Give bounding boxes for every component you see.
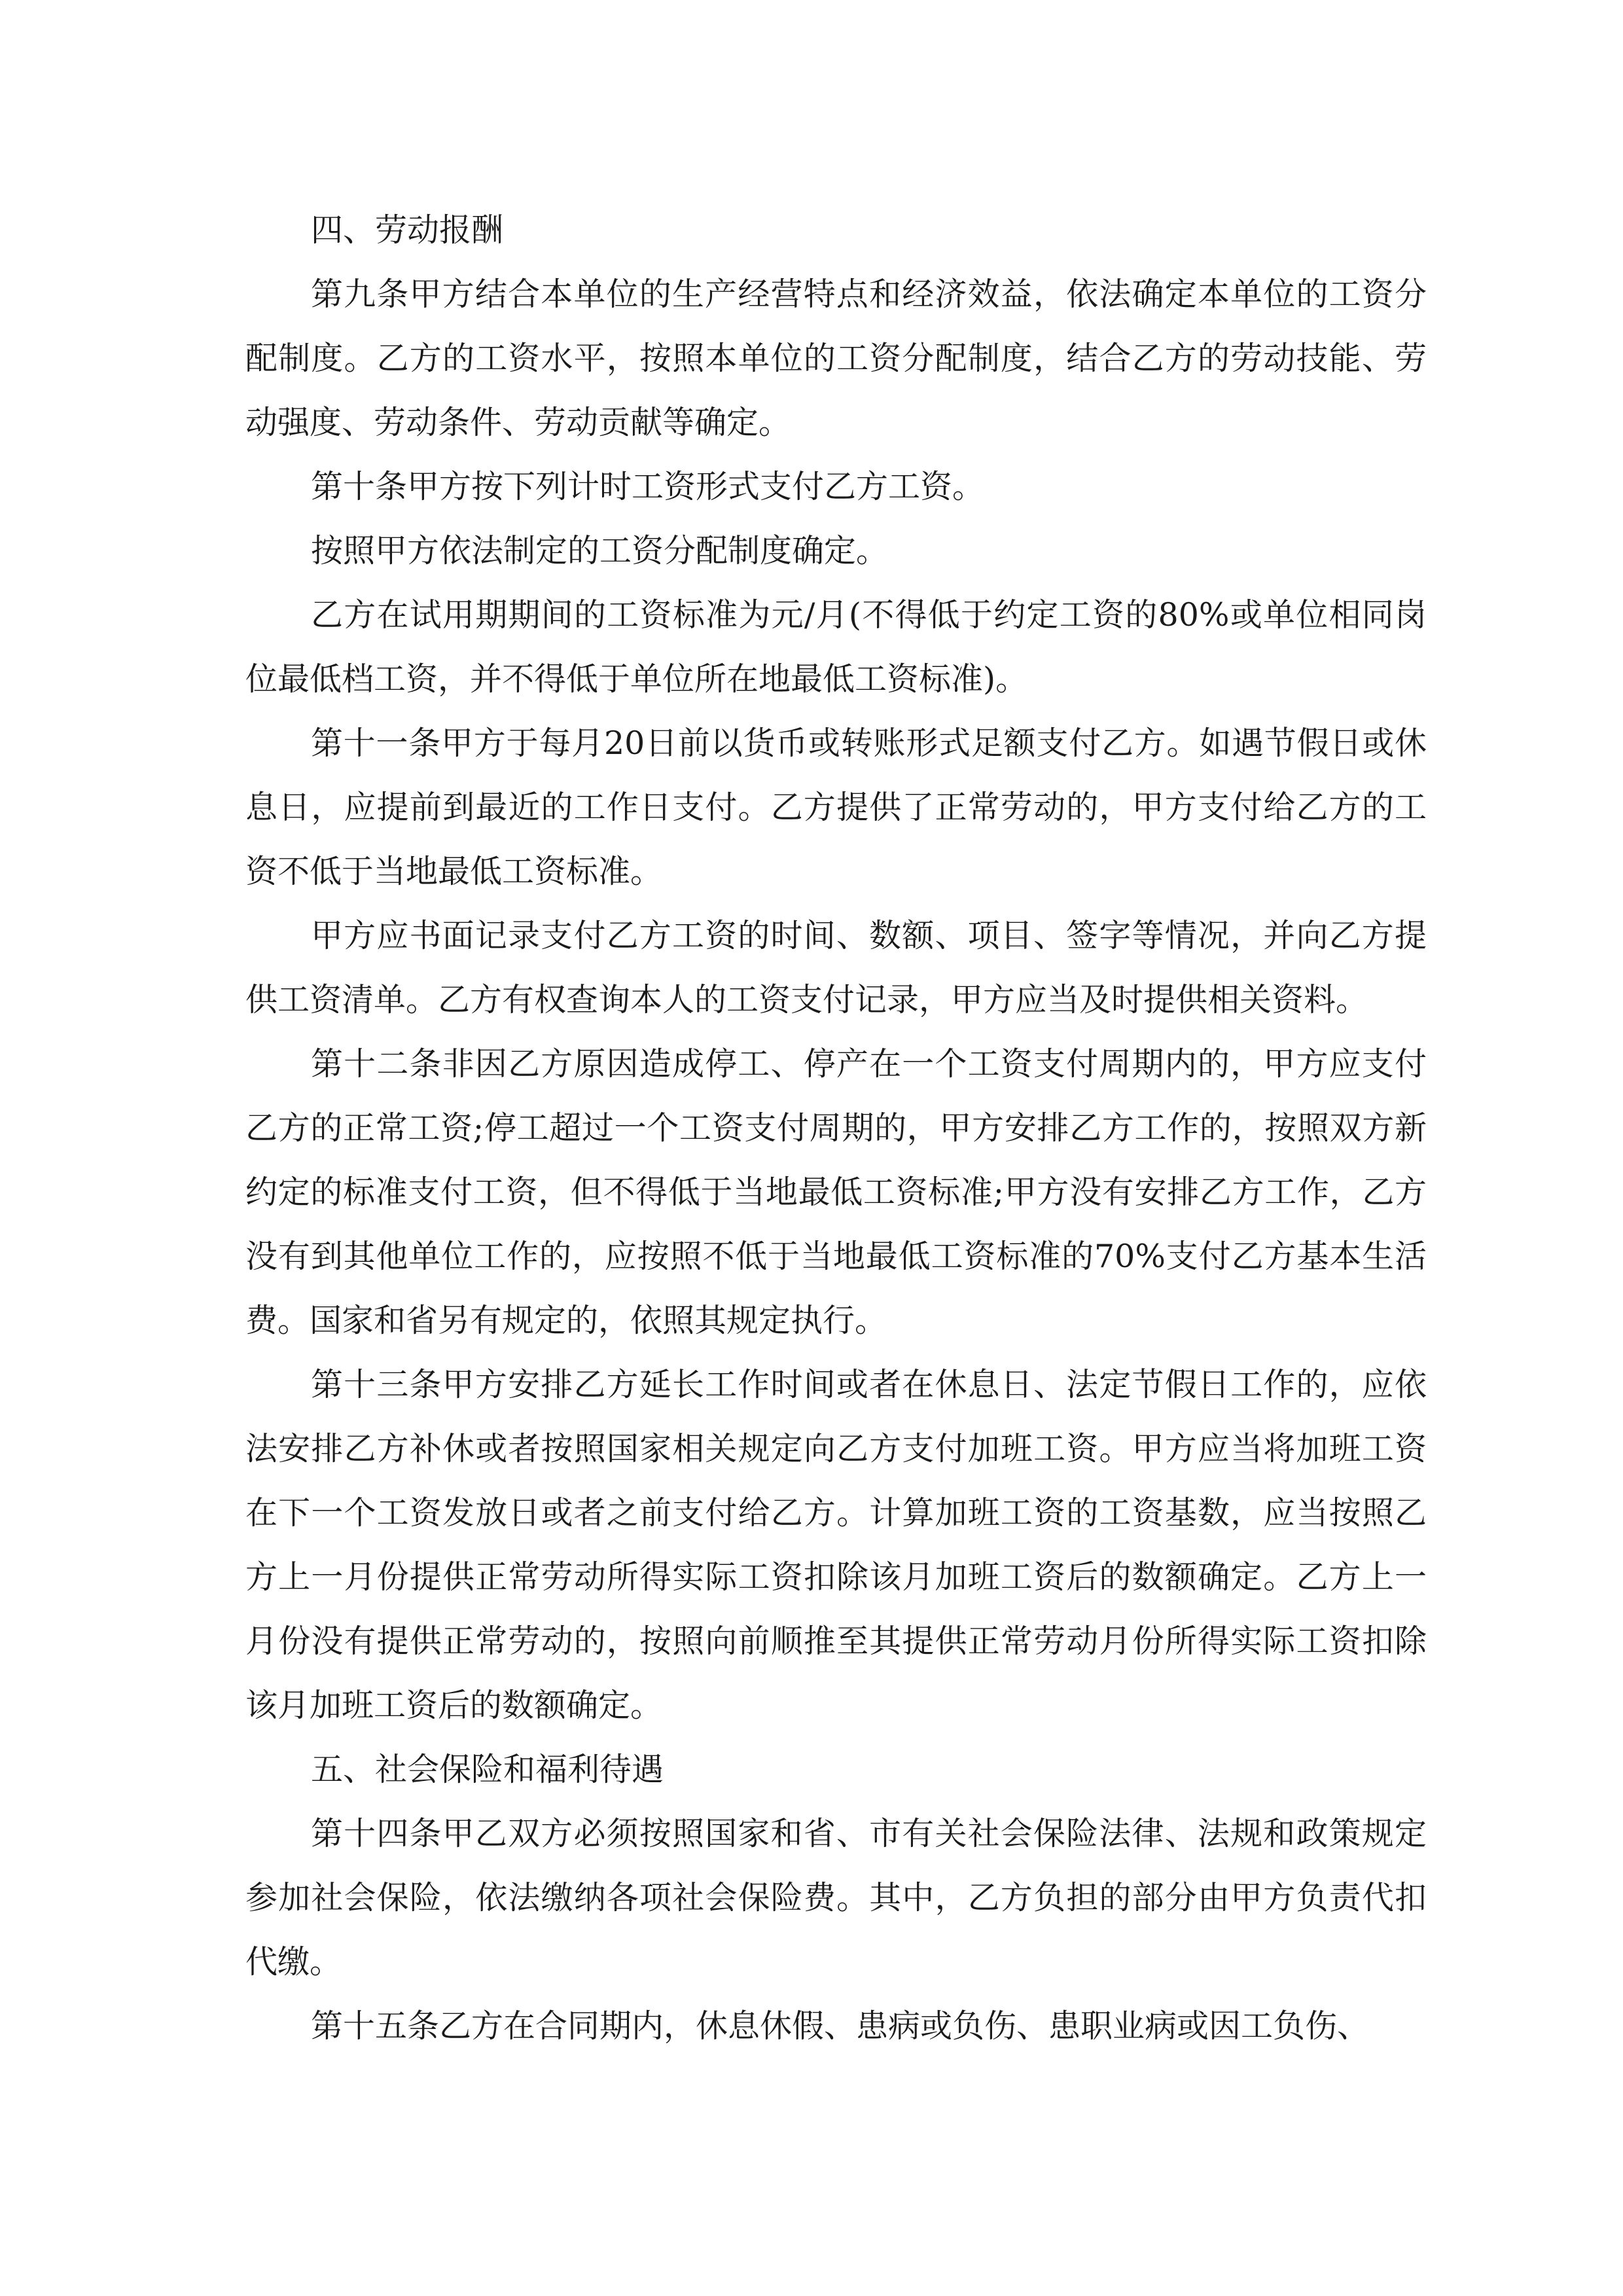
section-heading-social-insurance: 五、社会保险和福利待遇 — [311, 1751, 664, 1788]
section-heading-remuneration: 四、劳动报酬 — [311, 211, 504, 249]
wage-system-paragraph: 按照甲方依法制定的工资分配制度确定。 — [311, 532, 889, 569]
document-body — [245, 198, 1427, 2058]
probation-wage-paragraph: 乙方在试用期期间的工资标准为元/月(不得低于约定工资的80%或单位相同岗位最低档工资，并不得低于单位所在地最低工资标准)。 — [245, 596, 1427, 698]
article-10-paragraph: 第十条甲方按下列计时工资形式支付乙方工资。 — [311, 468, 985, 505]
article-11-paragraph: 第十一条甲方于每月20日前以货币或转账形式足额支付乙方。如遇节假日或休息日，应提前到最近的工作日支付。乙方提供了正常劳动的，甲方支付给乙方的工资不低于当地最低工资标准。 — [245, 725, 1427, 890]
article-14-paragraph: 第十四条甲乙双方必须按照国家和省、市有关社会保险法律、法规和政策规定参加社会保险，依法缴纳各项社会保险费。其中，乙方负担的部分由甲方负责代扣代缴。 — [245, 1815, 1427, 1981]
article-15-paragraph: 第十五条乙方在合同期内，休息休假、患病或负伤、患职业病或因工负伤、 — [311, 2007, 1370, 2045]
article-9-paragraph: 第九条甲方结合本单位的生产经营特点和经济效益，依法确定本单位的工资分配制度。乙方的工资水平，按照本单位的工资分配制度，结合乙方的劳动技能、劳动强度、劳动条件、劳动贡献等确定。 — [245, 276, 1427, 441]
wage-record-paragraph: 甲方应书面记录支付乙方工资的时间、数额、项目、签字等情况，并向乙方提供工资清单。乙方有权查询本人的工资支付记录，甲方应当及时提供相关资料。 — [245, 917, 1427, 1018]
article-13-paragraph: 第十三条甲方安排乙方延长工作时间或者在休息日、法定节假日工作的，应依法安排乙方补休或者按照国家相关规定向乙方支付加班工资。甲方应当将加班工资在下一个工资发放日或者之前支付给乙方。计算加班工资的工资基数，应当按照乙方上一月份提供正常劳动所得实际工资扣除该月加班工资后的数额确定。乙方上一月份没有提供正常劳动的，按照向前顺推至其提供正常劳动月份所得实际工资扣除该月加班工资后的数额确定。 — [245, 1366, 1427, 1724]
article-12-paragraph: 第十二条非因乙方原因造成停工、停产在一个工资支付周期内的，甲方应支付乙方的正常工资;停工超过一个工资支付周期的，甲方安排乙方工作的，按照双方新约定的标准支付工资，但不得低于当地最低工资标准;甲方没有安排乙方工作，乙方没有到其他单位工作的，应按照不低于当地最低工资标准的70%支付乙方基本生活费。国家和省另有规定的，依照其规定执行。 — [245, 1045, 1427, 1339]
